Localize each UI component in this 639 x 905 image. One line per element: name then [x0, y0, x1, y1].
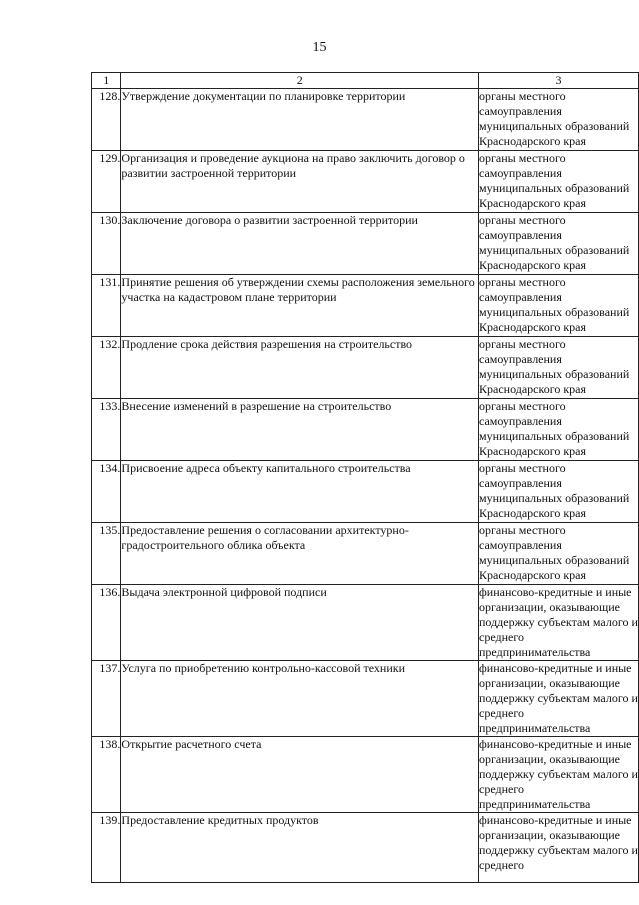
- table-row: [92, 737, 639, 813]
- table-row: [92, 337, 639, 399]
- responsible-organization: органы местного самоуправления муниципальных образований Краснодарского края: [479, 151, 639, 213]
- responsible-organization: финансово-кредитные и иные организации, оказывающие поддержку субъектам малого и среднего: [479, 813, 639, 883]
- table-row: [92, 213, 639, 275]
- service-name: Предоставление решения о согласовании архитектурно-градостроительного облика объекта: [121, 523, 479, 585]
- column-header-2: 2: [121, 73, 479, 89]
- responsible-organization: финансово-кредитные и иные организации, оказывающие поддержку субъектам малого и среднего предпринимательства: [479, 661, 638, 735]
- table-row: [92, 461, 639, 523]
- service-name: Внесение изменений в разрешение на строительство: [121, 399, 479, 461]
- service-name: Организация и проведение аукциона на право заключить договор о развитии застроенной территории: [121, 151, 479, 213]
- page-number: 15: [312, 40, 327, 55]
- row-number: 129.: [92, 151, 121, 213]
- row-number: 132.: [92, 337, 121, 399]
- row-number: 134.: [92, 461, 121, 523]
- row-number: 139.: [92, 813, 121, 883]
- row-number: 138.: [92, 737, 121, 813]
- column-header-3: 3: [479, 73, 639, 89]
- table-row: [92, 661, 639, 737]
- service-name: Заключение договора о развитии застроенной территории: [121, 213, 479, 275]
- services-table: [91, 72, 639, 883]
- row-number: 135.: [92, 523, 121, 585]
- table-row: [92, 399, 639, 461]
- service-name: Присвоение адреса объекту капитального строительства: [121, 461, 479, 523]
- service-name: Утверждение документации по планировке территории: [121, 89, 479, 151]
- service-name: Выдача электронной цифровой подписи: [121, 585, 479, 661]
- responsible-organization: органы местного самоуправления муниципальных образований Краснодарского края: [479, 523, 639, 585]
- responsible-organization: финансово-кредитные и иные организации, оказывающие поддержку субъектам малого и среднего предпринимательства: [479, 585, 638, 659]
- responsible-organization: органы местного самоуправления муниципальных образований Краснодарского края: [479, 337, 639, 399]
- table-row: [92, 151, 639, 213]
- row-number: 133.: [92, 399, 121, 461]
- responsible-organization: органы местного самоуправления муниципальных образований Краснодарского края: [479, 89, 639, 151]
- service-name: Продление срока действия разрешения на строительство: [121, 337, 479, 399]
- table-row: [92, 585, 639, 661]
- responsible-organization: органы местного самоуправления муниципальных образований Краснодарского края: [479, 213, 639, 275]
- column-header-1: 1: [92, 73, 121, 89]
- row-number: 136.: [92, 585, 121, 661]
- table-row: [92, 275, 639, 337]
- row-number: 130.: [92, 213, 121, 275]
- responsible-organization: органы местного самоуправления муниципальных образований Краснодарского края: [479, 275, 639, 337]
- responsible-organization: органы местного самоуправления муниципальных образований Краснодарского края: [479, 399, 639, 461]
- table-row: [92, 523, 639, 585]
- service-name: Предоставление кредитных продуктов: [121, 813, 479, 883]
- row-number: 128.: [92, 89, 121, 151]
- responsible-organization: финансово-кредитные и иные организации, оказывающие поддержку субъектам малого и среднего предпринимательства: [479, 737, 638, 811]
- row-number: 137.: [92, 661, 121, 737]
- service-name: Открытие расчетного счета: [121, 737, 479, 813]
- table-row: [92, 813, 639, 883]
- service-name: Услуга по приобретению контрольно-кассовой техники: [121, 661, 479, 737]
- responsible-organization: органы местного самоуправления муниципальных образований Краснодарского края: [479, 461, 639, 523]
- row-number: 131.: [92, 275, 121, 337]
- table-row: [92, 89, 639, 151]
- table-header-row: [92, 73, 639, 89]
- service-name: Принятие решения об утверждении схемы расположения земельного участка на кадастровом плане территории: [121, 275, 479, 337]
